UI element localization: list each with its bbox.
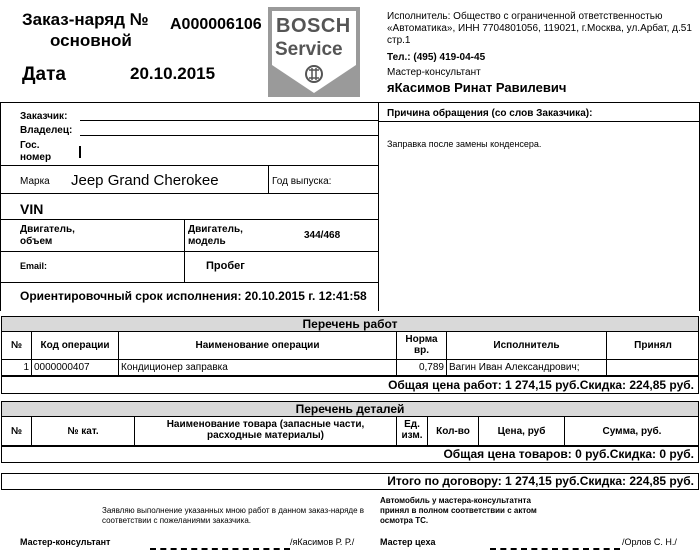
engine-model-value: 344/468 [304,230,341,241]
acceptance-text [380,496,537,526]
works-col-executor: Исполнитель [493,340,560,351]
master-label: Мастер-консультант [387,67,481,78]
logo-service-text: Service [275,39,343,60]
parts-total: Общая цена товаров: 0 руб.Скидка: 0 руб. [443,447,694,461]
divider [0,219,378,220]
divider [606,331,607,376]
divider [0,165,378,166]
parts-col-name-line1: Наименование товара (запасные части, [166,419,365,430]
works-col-accepted: Принял [634,340,672,351]
parts-col-num: № [10,426,23,437]
brand-label: Марка [20,176,50,187]
parts-col-name-line2: расходные материалы) [207,430,324,441]
divider [118,331,119,376]
divider [446,331,447,376]
master-signature-name: /яКасимов Р. Р./ [290,537,355,547]
engine-model-line1: Двигатель, [188,224,243,235]
order-title: Заказ-наряд № [22,10,149,29]
divider [1,359,699,360]
date-label: Дата [22,64,66,85]
reason-text: Заправка после замены конденсера. [387,139,542,149]
divider [0,251,378,252]
works-col-norm [397,334,446,356]
divider [0,102,1,311]
works-col-num: № [10,340,23,351]
works-cell-executor: Вагин Иван Александрович; [449,362,580,373]
works-table [1,331,699,376]
master-name: яКасимов Ринат Равилевич [387,80,567,95]
declaration-text [102,506,364,526]
logo-bosch-text: BOSCH [276,15,351,37]
works-col-norm-line2: вр. [413,345,430,356]
divider [31,331,32,376]
shop-signature-name: /Орлов С. Н./ [622,537,677,547]
plate-value-marker [79,146,81,158]
plate-label-line2: номер [20,152,52,163]
divider [80,135,378,136]
owner-label: Владелец: [20,125,73,136]
reason-label: Причина обращения (со слов Заказчика): [387,108,593,119]
parts-col-cat: № кат. [67,426,99,437]
engine-volume-line2: объем [20,236,53,247]
engine-model-line2: модель [188,236,226,247]
contractor-phone: Тел.: (495) 419-04-45 [387,52,486,63]
grand-total: Итого по договору: 1 274,15 руб.Скидка: 224,85 руб. [387,474,694,488]
plate-label-line1: Гос. [20,140,40,151]
mileage-label: Пробег [206,260,245,272]
engine-volume-line1: Двигатель, [20,224,75,235]
parts-col-name [135,419,396,441]
divider [0,193,378,194]
engine-volume-label [20,224,75,248]
divider [0,102,700,103]
order-number: A000006106 [170,16,262,33]
works-cell-num: 1 [23,362,29,373]
customer-label: Заказчик: [20,111,68,122]
shop-signature-line [490,548,620,550]
year-label: Год выпуска: [272,176,332,187]
works-cell-name: Кондиционер заправка [121,362,228,373]
date-value: 20.10.2015 [130,64,216,83]
works-cell-code: 0000000407 [34,362,90,373]
parts-col-unit-line2: изм. [401,430,423,441]
order-subtitle: основной [50,31,132,50]
parts-col-unit-line1: Ед. [404,419,420,430]
declaration-line1: Заявляю выполнение указанных мною работ в данном заказ-наряде в [102,506,365,515]
parts-col-qty: Кол-во [436,426,470,437]
works-col-norm-line1: Норма [405,334,438,345]
brand-value: Jeep Grand Cherokee [71,172,219,189]
divider [0,282,378,283]
vin-label: VIN [20,201,44,217]
footer-shop-label: Мастер цеха [380,537,436,547]
divider [378,102,379,311]
master-signature-line [150,548,290,550]
engine-model-label [188,224,243,248]
acceptance-line3: осмотра ТС. [380,516,429,525]
declaration-line2: соответствии с пожеланиями заказчика. [102,516,251,525]
divider [378,121,700,122]
acceptance-line2: принял в полном соответствии с актом [380,506,537,515]
divider [80,120,378,121]
email-label: Email: [20,261,48,271]
works-col-code: Код операции [40,340,110,351]
bosch-service-logo [268,7,360,97]
plate-label [20,140,51,164]
acceptance-line1: Автомобиль у мастера-консультатнта [380,496,531,505]
parts-col-sum: Сумма, руб. [602,426,662,437]
divider [268,165,269,193]
deadline: Ориентировочный срок исполнения: 20.10.2015 г. 12:41:58 [20,289,367,303]
parts-col-unit [397,419,427,441]
works-total: Общая цена работ: 1 274,15 руб.Скидка: 224,85 руб. [388,378,694,392]
works-title: Перечень работ [1,316,699,332]
parts-title: Перечень деталей [1,401,699,417]
footer-master-label: Мастер-консультант [20,537,111,547]
works-cell-norm: 0,789 [418,362,444,373]
parts-col-price: Цена, руб [497,426,546,437]
contractor-info: Исполнитель: Общество с ограниченной ответственностью «Автоматика», ИНН 7704801056, 119021, г.Москва, ул.Арбат, д.51 стр.1 [387,11,692,46]
works-col-name: Наименование операции [195,340,320,351]
